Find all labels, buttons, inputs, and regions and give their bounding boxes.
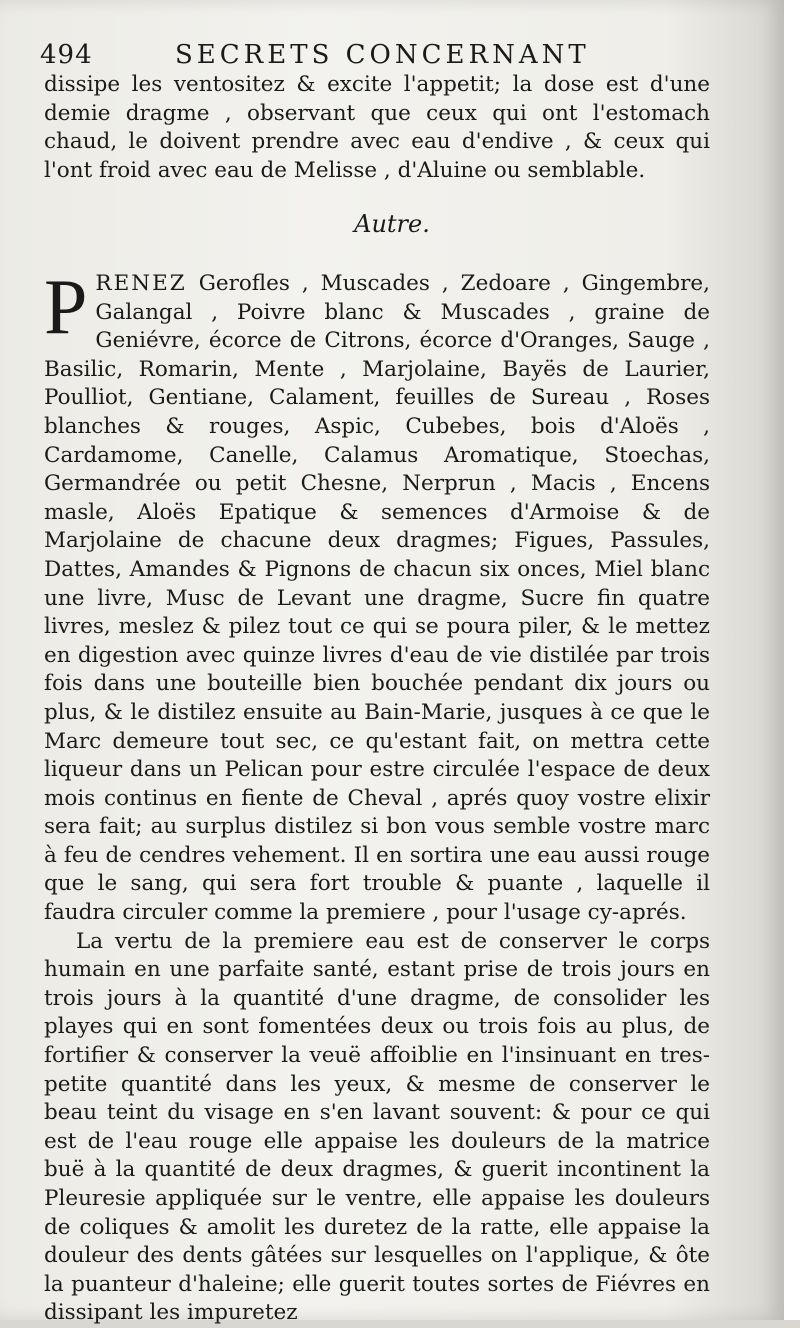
page-edge [784,0,800,1320]
continuation-block [44,71,710,185]
page-number: 494 [40,40,93,70]
virtues-paragraph: La vertu de la premiere eau est de conserver le corps humain en une parfaite santé, estant prise de trois jours en trois jours à la quantité d'une dragme, de consolider les playes qui en sont fomentées deux ou trois fois au plus, de fortifier & conserver la veuë affoiblie en l'insinuant en tres-petite quantité dans les yeux, & mesme de conserver le beau teint du visage en s'en lavant souvent: & pour ce qui est de l'eau rouge elle appaise les douleurs de la matrice buë à la quantité de deux dragmes, & guerit incontinent la Pleuresie appliquée sur le ventre, elle appaise les douleurs de coliques & amolit les duretez de la ratte, elle appaise la douleur des dents gâtées sur lesquelles on l'applique, & ôte la puanteur d'haleine; elle guerit toutes sortes de Fiévres en dissipant les impuretez [44,928,710,1326]
recipe-body: Gerofles , Muscades , Zedoare , Gingembre, Galangal , Poivre blanc & Muscades , graine de Geniévre, écorce de Citrons, écorce d'Oranges, Sauge , Basilic, Romarin, Mente , Marjolaine, Bayës de Laurier, Poulliot, Gentiane, Calament, feuilles de Sureau , Roses blanches & rouges, Aspic, Cubebes, bois d'Aloës , Cardamome, Canelle, Calamus Aromatique, Stoechas, Germandrée ou petit Chesne, Nerprun , Macis , Encens masle, Aloës Epatique & semences d'Armoise & de Marjolaine de chacune deux dragmes; Figues, Passules, Dattes, Amandes & Pignons de chacun six onces, Miel blanc une livre, Musc de Levant une dragme, Sucre fin quatre livres, meslez & pilez tout ce qui se poura piler, & le mettez en digestion avec quinze livres d'eau de vie distilée par trois fois dans une bouteille bien bouchée pendant dix jours ou plus, & le distilez ensuite au Bain-Marie, jusques à ce que le Marc demeure tout sec, ce qu'estant fait, on mettra cette liqueur dans un Pelican pour estre circulée l'espace de deux mois continus en fiente de Cheval , aprés quoy vostre elixir sera fait; au surplus distilez si bon vous semble vostre marc à feu de cendres vehement. Il en sortira une eau aussi rouge que le sang, qui sera fort trouble & puante , laquelle il faudra circuler comme la premiere , pour l'usage cy-aprés. [44,271,710,926]
section-title: Autre. [354,210,430,238]
recipe-block [44,263,710,1328]
running-head: SECRETS CONCERNANT [175,40,590,70]
drop-cap: P [44,263,88,350]
continuation-paragraph: dissipe les ventositez & excite l'appetit; la dose est d'une demie dragme , observant que ceux qui ont l'estomach chaud, le doivent prendre avec eau d'endive , & ceux qui l'ont froid avec eau de Melisse , d'Aluine ou semblable. [44,72,710,183]
recipe-first-words: RENEZ [95,271,187,296]
recipe-paragraph [44,263,710,928]
